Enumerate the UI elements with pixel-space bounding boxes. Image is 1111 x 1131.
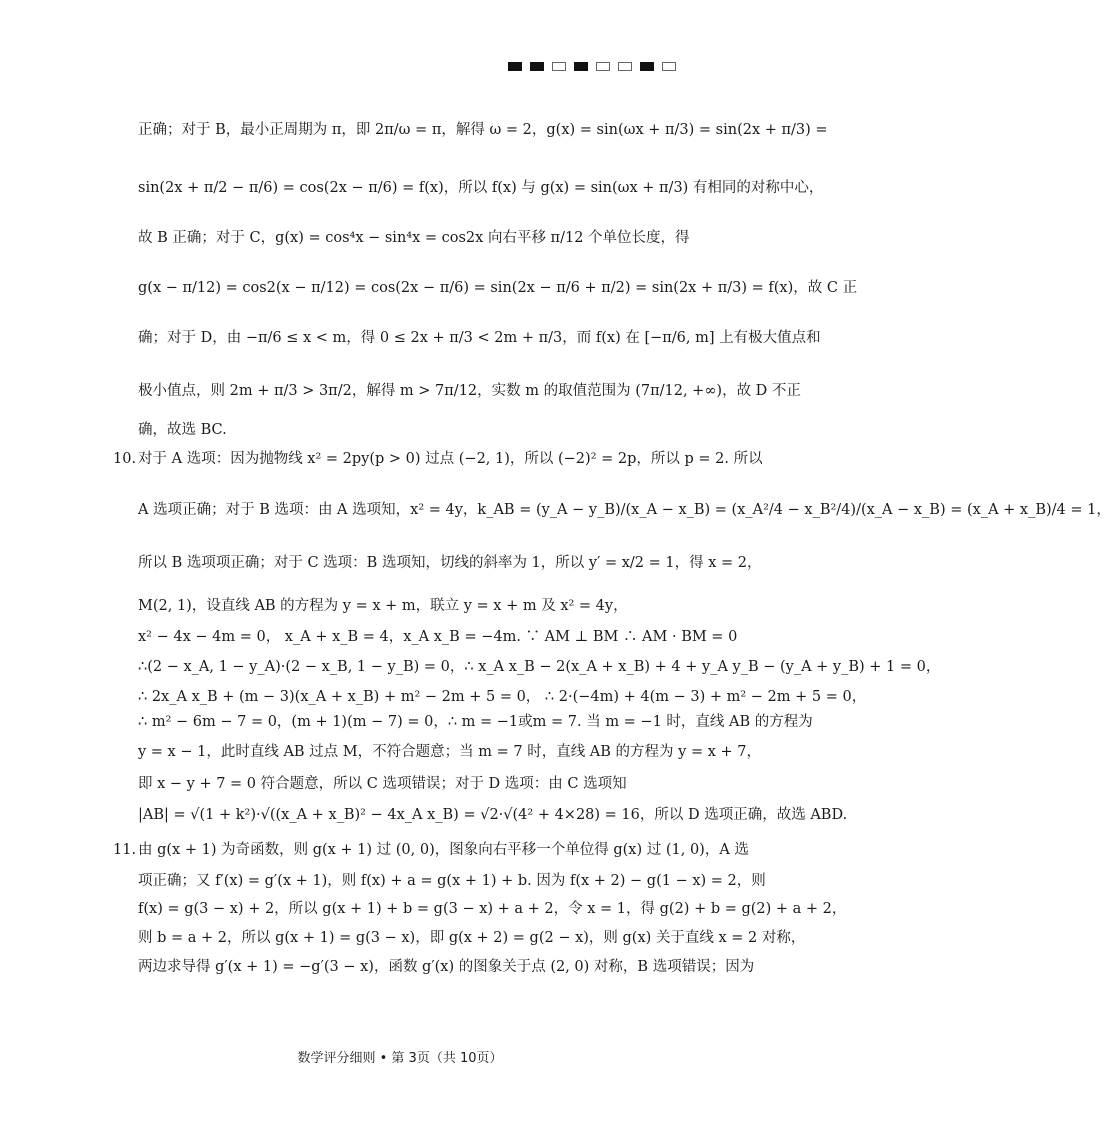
text-line [138,420,698,440]
line-text: 即 x − y + 7 = 0 符合题意，所以 C 选项错误；对于 D 选项：由 C 选项知 [138,776,627,792]
header-marks [508,62,676,71]
line-text: x² − 4x − 4m = 0， x_A + x_B = 4，x_A x_B = −4m. ∵ AM ⊥ BM ∴ AM · BM = 0 [138,629,738,645]
empty-mark [618,62,632,71]
line-text: sin(2x + π/2 − π/6) = cos(2x − π/6) = f(x)，所以 f(x) 与 g(x) = sin(ωx + π/3) 有相同的对称中心， [138,180,824,196]
text-line [138,871,766,891]
text-line [138,596,698,616]
line-text: ∴ 2x_A x_B + (m − 3)(x_A + x_B) + m² − 2m + 5 = 0， ∴ 2·(−4m) + 4(m − 3) + m² − 2m + 5 = 0， [138,689,867,705]
text-line [138,928,806,948]
text-line [113,449,763,469]
line-text: ∴ m² − 6m − 7 = 0，(m + 1)(m − 7) = 0，∴ m = −1或m = 7. 当 m = −1 时，直线 AB 的方程为 [138,714,813,730]
line-text: y = x − 1，此时直线 AB 过点 M，不符合题意；当 m = 7 时，直线 AB 的方程为 y = x + 7， [138,744,761,760]
page-footer: 数学评分细则 • 第 3页（共 10页） [297,1051,503,1066]
line-text: 故 B 正确；对于 C，g(x) = cos⁴x − sin⁴x = cos2x 向右平移 π/12 个单位长度，得 [138,230,690,246]
line-text: f(x) = g(3 − x) + 2，所以 g(x + 1) + b = g(3 − x) + a + 2，令 x = 1，得 g(2) + b = g(2) + a + 2， [138,901,847,917]
line-text: 项正确；又 f′(x) = g′(x + 1)，则 f(x) + a = g(x + 1) + b. 因为 f(x + 2) − g(1 − x) = 2，则 [138,873,766,889]
line-text: 极小值点，则 2m + π/3 > 3π/2，解得 m > 7π/12，实数 m 的取值范围为 (7π/12, +∞)，故 D 不正 [138,383,801,399]
text-line [138,328,821,348]
text-line [113,840,749,860]
question-number: 10. [113,451,137,467]
line-text: 确；对于 D，由 −π/6 ≤ x < m，得 0 ≤ 2x + π/3 < 2m + π/3，而 f(x) 在 [−π/6, m] 上有极大值点和 [138,330,821,346]
text-line [138,899,847,919]
line-text: ∴(2 − x_A, 1 − y_A)·(2 − x_B, 1 − y_B) = 0，∴ x_A x_B − 2(x_A + x_B) + 4 + y_A y_B − (y_A + y_B) + 1 = 0， [138,659,941,675]
text-line [138,120,828,140]
text-line [138,742,761,762]
text-line [138,712,813,732]
line-text: 正确；对于 B，最小正周期为 π，即 2π/ω = π，解得 ω = 2，g(x) = sin(ωx + π/3) = sin(2x + π/3) = [138,122,828,138]
line-text: A 选项正确；对于 B 选项：由 A 选项知，x² = 4y，k_AB = (y_A − y_B)/(x_A − x_B) = (x_A²/4 − x_B²/4)/(x_A − x_B) = (x_A + x_B)/4 = 1， [138,502,1111,518]
text-line [138,687,867,707]
line-text: 对于 A 选项：因为抛物线 x² = 2py(p > 0) 过点 (−2, 1)，所以 (−2)² = 2p，所以 p = 2. 所以 [138,451,763,467]
text-line [138,774,698,794]
line-text: 所以 B 选项项正确；对于 C 选项：B 选项知，切线的斜率为 1，所以 y′ = x/2 = 1，得 x = 2， [138,555,762,571]
empty-mark [662,62,676,71]
text-line [138,657,941,677]
filled-mark [530,62,544,71]
text-line [138,278,858,298]
question-number: 11. [113,842,137,858]
line-text: g(x − π/12) = cos2(x − π/12) = cos(2x − π/6) = sin(2x − π/6 + π/2) = sin(2x + π/3) = f(x)，故 C 正 [138,280,858,296]
line-text: M(2, 1)，设直线 AB 的方程为 y = x + m，联立 y = x + m 及 x² = 4y， [138,598,628,614]
filled-mark [574,62,588,71]
text-line [138,805,848,825]
empty-mark [596,62,610,71]
text-line [138,627,738,647]
text-line [138,178,824,198]
text-line [138,553,762,573]
line-text: 则 b = a + 2，所以 g(x + 1) = g(3 − x)，即 g(x + 2) = g(2 − x)，则 g(x) 关于直线 x = 2 对称， [138,930,806,946]
text-line [138,228,698,248]
empty-mark [552,62,566,71]
filled-mark [508,62,522,71]
filled-mark [640,62,654,71]
text-line [138,957,755,977]
line-text: 两边求导得 g′(x + 1) = −g′(3 − x)，函数 g′(x) 的图象关于点 (2, 0) 对称，B 选项错误；因为 [138,959,755,975]
text-line [138,381,801,401]
line-text: 由 g(x + 1) 为奇函数，则 g(x + 1) 过 (0, 0)，图象向右平移一个单位得 g(x) 过 (1, 0)，A 选 [138,842,749,858]
line-text: 确，故选 BC. [138,422,227,438]
line-text: |AB| = √(1 + k²)·√((x_A + x_B)² − 4x_A x_B) = √2·√(4² + 4×28) = 16，所以 D 选项正确，故选 ABD. [138,807,848,823]
text-line [138,500,1111,520]
